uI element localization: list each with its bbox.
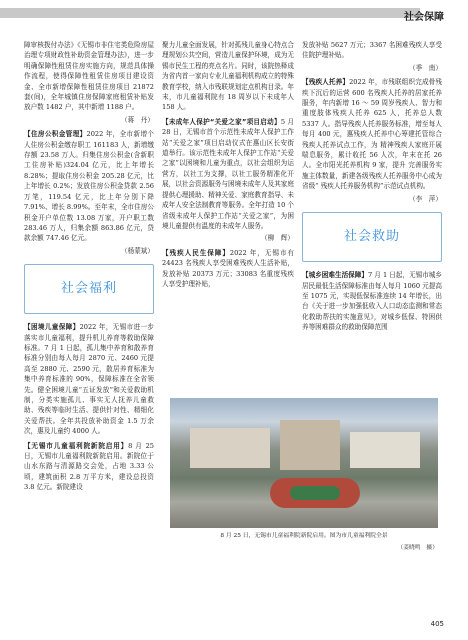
item-heading: 【困境儿童保障】 bbox=[24, 323, 80, 332]
paragraph-text: 2022 年，全市新增个人住房公积金缴存职工 161183 人，新增缴存额 23.58 万人。归集住房公积金(含新职工住房补贴)324.04 亿元，比上年增长 8.28%；提取住房公积金 205.28 亿元，比上年增长 0.2%；发放住房公积金贷款 2.56 万笔，119.54 亿元，比上年分别下降 7.91%、增长 8.99%。至年末，全市住房公积金开户单位数 13.08 万家，开户职工数 283.46 万人，归集余额 863.86 亿元，贷款余额 747.46 亿元。 bbox=[24, 130, 154, 243]
paragraph bbox=[24, 322, 154, 436]
paragraph-text: 8 月 25 日，无锡市儿童福利院新院启用。新院位于山水东路与清源路交会处，占地 3.33 公顷，建筑面积 2.8 万平方米，建设总投资 3.8 亿元。新院建设 bbox=[24, 441, 155, 492]
item-heading: 【住房公积金管理】 bbox=[24, 130, 87, 139]
aerial-photo bbox=[170, 398, 438, 528]
page-header bbox=[0, 0, 468, 30]
building-shape bbox=[350, 432, 420, 468]
column-2 bbox=[162, 40, 294, 289]
column-3 bbox=[302, 40, 442, 333]
paragraph bbox=[162, 248, 294, 290]
paragraph bbox=[24, 441, 154, 493]
item-heading: 【残疾人民生保障】 bbox=[162, 248, 230, 257]
item-heading: 【无锡市儿童福利院新院启用】 bbox=[24, 441, 129, 450]
author-signature: （季 南） bbox=[409, 63, 442, 72]
item-heading: 【城乡困难生活保障】 bbox=[302, 271, 368, 280]
paragraph bbox=[302, 77, 442, 191]
paragraph-text: 5 月 28 日，无锡市首个示范性未成年人保护工作站“关爱之家”项目启动仪式在惠山区长安街道举行。该示范性未成年人保护工作站“关爱之家”以困境和儿童为重点，以社会组织为运营方，以社工为支撑，以社工服务精准化开展，以社会资源服务与困境未成年人及其家庭提供心理援助、精神关爱、家庭教育指导、未成年人安全法制教育等服务。全年打造 10 个省级未成年人保护工作站“关爱之家”，为困境儿童提供有温度的未成年人服务。 bbox=[162, 117, 295, 230]
section-heading: 社会救助 bbox=[343, 228, 400, 244]
paragraph bbox=[24, 129, 154, 243]
item-heading: 【残疾人托养】 bbox=[302, 78, 350, 87]
author-signature: （李 萍） bbox=[409, 194, 442, 203]
author-signature: （蒋 丹） bbox=[121, 115, 154, 124]
paragraph bbox=[302, 270, 442, 332]
paragraph-text: 7 月 1 日起，无锡市城乡居民最低生活保障标准由每人每月 1060 元提高至 1075 元，实现低保标准连续 14 年增长，出台《关于进一步加强低收入人口动态监测和常态化救助帮扶的实施意见》，对城乡低保、特困供养等困难群众的救助保障范围 bbox=[302, 271, 442, 332]
section-header-title: 社会保障 bbox=[404, 12, 444, 23]
building-shape bbox=[280, 420, 340, 470]
header-rule bbox=[0, 8, 420, 18]
paragraph-text: 2022 年，无锡市进一步落实市儿童福利，提升机儿养育等救助保障标准。7 月 1 日起，孤儿集中养育和散养育标准分别由每人每月 2870 元、2460 元提高至 2880 元、2590 元，散居养育标准为集中养育标准的 90%，保障标准在全省领先。健全困境儿童“五证发放”和关爱救助机制，分类实施孤儿、事实无人抚养儿童救助、残疾等临时生活、提供针对性、精细化关爱帮扶。全年共投放补助资金 1.5 万余次，惠及儿童约 4000 人。 bbox=[24, 323, 154, 436]
photo-caption: 8 月 25 日，无锡市儿童福利院新院启用。图为市儿童福利院全景 bbox=[220, 533, 388, 539]
section-heading: 社会福利 bbox=[60, 280, 117, 296]
section-heading-box bbox=[302, 212, 442, 262]
paragraph: 聚力儿童全面发展，针对孤残儿童身心特点合理规划公共空间，营造儿童保护环境，成为无锡市民生工程的亮点名片。同时，该院热释成为省内首一家向专业儿童福利机构成立的特殊教育学校，纳入市残联规划定点机构目录。年末，市儿童福利院有 18 周岁以下未成年人 158 人。 bbox=[162, 41, 294, 112]
section-heading-box bbox=[24, 264, 154, 314]
paragraph bbox=[162, 117, 294, 231]
paragraph-text: 2022 年，市残联组织完成骨残疾下沉后的运营 600 名残疾人托养的居家托养服务，年内新增 16 ～ 59 周岁残疾人、智力和重度肢体残疾人托养 625 人，托养总人数 5337 人。指导残疾人托养服务标准，增至每人每月 400 元，惠残疾人托养中心筹建托管综合残疾人托养试点工作，为 精神残疾人家庭开展喘息服务，累计收托 56 人次，年末在托 26 人。全市阳光托养机构 9 家，提升 完善服务实施主体数量，新建各级残疾人托养服务中心成为省级“ 残疾人托养服务机构”示范试点机构。 bbox=[302, 78, 442, 191]
page-number: 405 bbox=[430, 620, 444, 628]
photo-credit: （姜晓鸣 摄） bbox=[397, 545, 438, 551]
author-signature: （杨蒙斌） bbox=[121, 246, 154, 255]
building-shape bbox=[190, 428, 270, 468]
paragraph: 障审核拨付办法》《无锡市非住宅类危险房屋治理专项财政性补助资金管理办法》，进一步明确保障性租赁住房实施方向，规范具体操作流程，使得保障性租赁住房项目建设资金、全市新增保障性租赁住房项目 21872 套(间)，全年城镇住房保障家庭租赁补贴发放户数 1482 户，其中新增 1188 户。 bbox=[24, 41, 154, 112]
author-signature: （柳 辉） bbox=[261, 234, 294, 243]
item-heading: 【未成年人保护“关爱之家”项目启动】 bbox=[162, 117, 281, 126]
sports-field-inner-shape bbox=[290, 486, 340, 500]
paragraph-text: 2022 年，无锡市有 24423 名残疾人享受困难残疾人生活补贴，发放补贴 20373 万元；33083 名重度残疾人享受护理补贴， bbox=[162, 248, 294, 288]
column-1 bbox=[24, 40, 154, 493]
paragraph: 发放补贴 5627 万元；3367 名困难残疾人享受住院护理补贴。 bbox=[302, 41, 442, 60]
